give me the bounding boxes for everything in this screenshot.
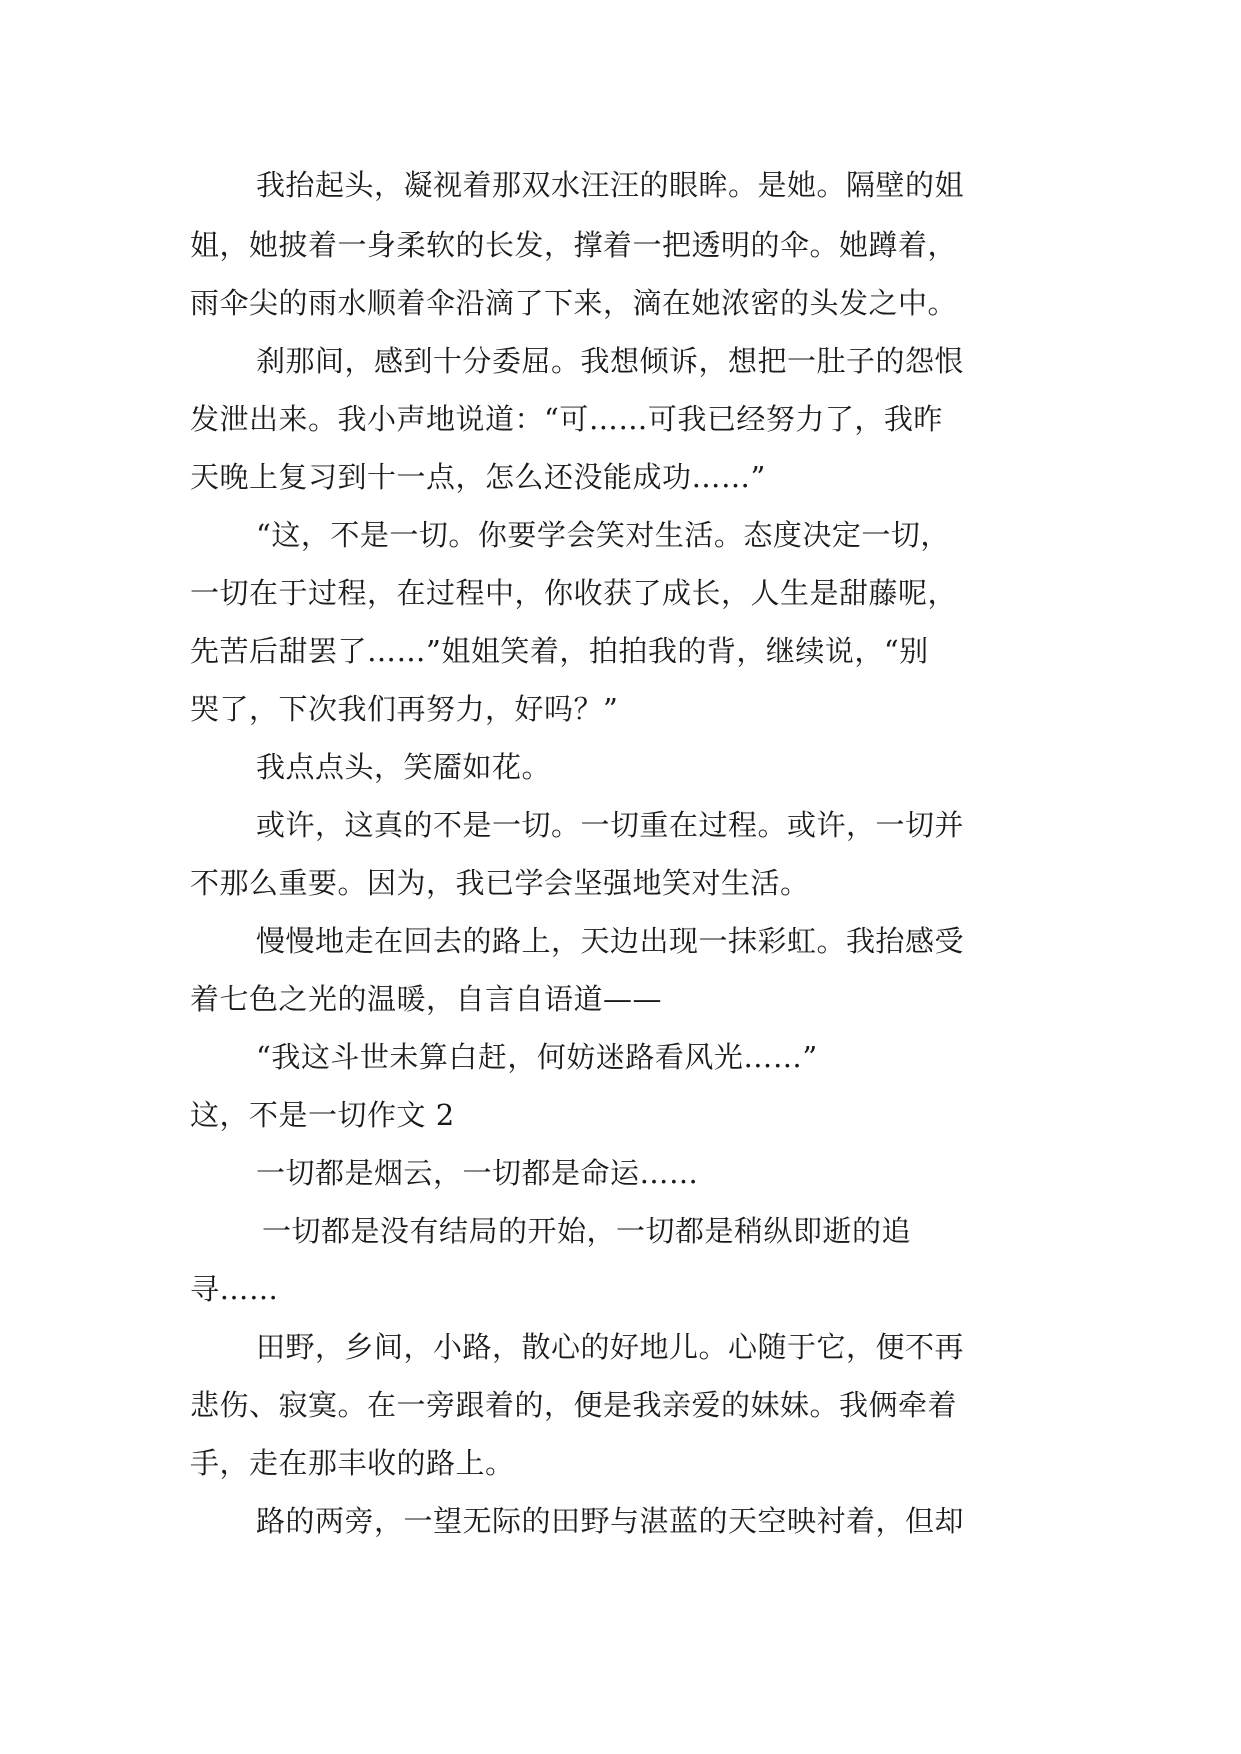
text-line: 先苦后甜罢了……”姐姐笑着，拍拍我的背，继续说，“别 [190,634,929,668]
text-line: 刹那间，感到十分委屈。我想倾诉，想把一肚子的怨恨 [256,344,965,378]
text-line: 一切在于过程，在过程中，你收获了成长，人生是甜藤呢， [190,576,958,610]
text-line: 一切都是没有结局的开始，一切都是稍纵即逝的追 [262,1214,912,1248]
text-line: 我抬起头，凝视着那双水汪汪的眼眸。是她。隔壁的姐 [256,168,965,202]
text-line: “这，不是一切。你要学会笑对生活。态度决定一切， [256,518,950,552]
text-line: 雨伞尖的雨水顺着伞沿滴了下来，滴在她浓密的头发之中。 [190,286,958,320]
text-line: 一切都是烟云，一切都是命运…… [256,1156,699,1190]
text-line: 我点点头，笑靥如花。 [256,750,552,784]
text-line: 慢慢地走在回去的路上，天边出现一抹彩虹。我抬感受 [256,924,965,958]
text-line: 天晚上复习到十一点，怎么还没能成功……” [190,460,766,494]
section-heading: 这，不是一切作文 2 [190,1098,455,1132]
text-line: 发泄出来。我小声地说道：“可……可我已经努力了，我昨 [190,402,943,436]
text-line: 着七色之光的温暖，自言自语道—— [190,982,663,1016]
text-line: 或许，这真的不是一切。一切重在过程。或许，一切并 [256,808,965,842]
text-line: 姐，她披着一身柔软的长发，撑着一把透明的伞。她蹲着， [190,228,958,262]
text-line: “我这斗世未算白赶，何妨迷路看风光……” [256,1040,818,1074]
text-line: 路的两旁，一望无际的田野与湛蓝的天空映衬着，但却 [256,1504,965,1538]
text-line: 哭了，下次我们再努力，好吗？” [190,692,619,726]
text-line: 不那么重要。因为，我已学会坚强地笑对生活。 [190,866,810,900]
text-line: 悲伤、寂寞。在一旁跟着的，便是我亲爱的妹妹。我俩牵着 [190,1388,958,1422]
text-line: 手，走在那丰收的路上。 [190,1446,515,1480]
text-line: 田野，乡间，小路，散心的好地儿。心随于它，便不再 [256,1330,965,1364]
text-line: 寻…… [190,1272,279,1306]
